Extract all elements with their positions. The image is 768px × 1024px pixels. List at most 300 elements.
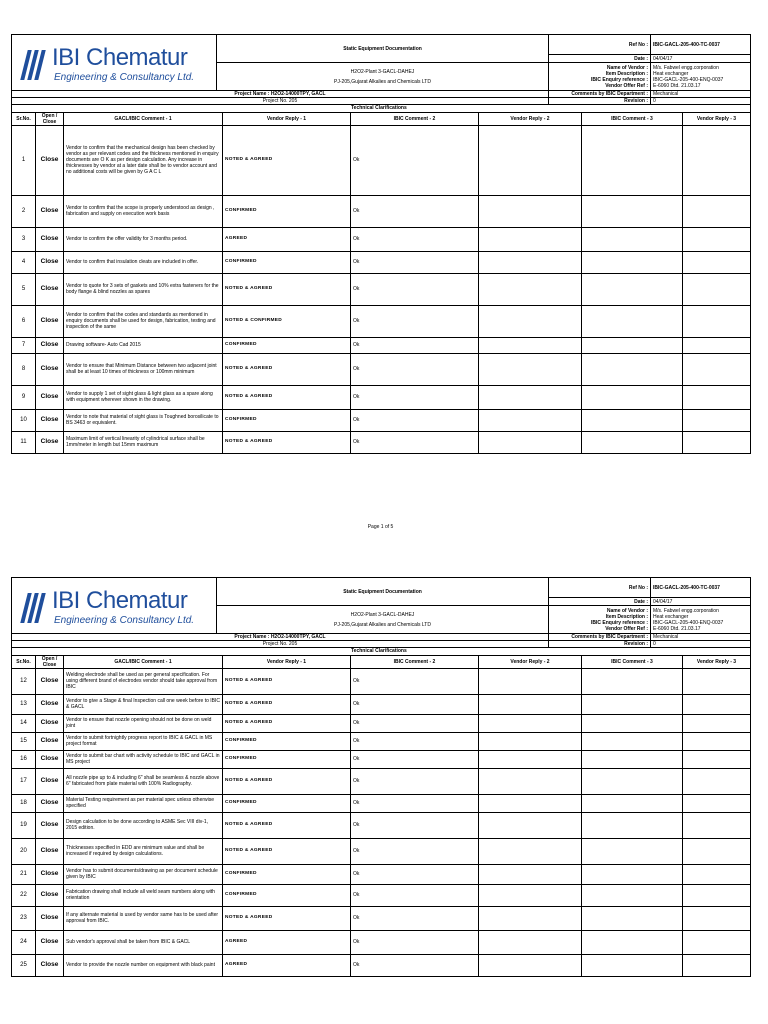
- status-cell: Close: [36, 431, 64, 453]
- ibic-comment-2: Ok: [351, 227, 479, 251]
- meta-value: IBIC-GACL-205-400-ENQ-0037: [653, 619, 724, 626]
- meta-value: E-6060 Dtd. 21.03.17: [653, 82, 701, 89]
- vendor-reply-3: [683, 353, 751, 385]
- row-number: 25: [12, 954, 36, 976]
- ibic-comment-2: Ok: [351, 273, 479, 305]
- table-row: [12, 794, 751, 812]
- row-number: 22: [12, 884, 36, 906]
- status-cell: Close: [36, 732, 64, 750]
- vendor-reply-2: [479, 385, 582, 409]
- meta-value: 04/04/17: [651, 55, 751, 63]
- table-row: [12, 732, 751, 750]
- table-row: [12, 884, 751, 906]
- ibic-comment-3: [582, 768, 683, 794]
- project-lines: [217, 606, 549, 634]
- vendor-reply-1: CONFIRMED: [223, 884, 351, 906]
- project-name: Project Name : H2O2-14000TPY, GACL: [12, 634, 549, 641]
- ibic-comment-2: Ok: [351, 794, 479, 812]
- status-cell: Close: [36, 195, 64, 227]
- ibic-comment-3: [582, 431, 683, 453]
- row-number: 4: [12, 251, 36, 273]
- meta-label: Name of Vendor :: [606, 64, 648, 71]
- table-row: [12, 750, 751, 768]
- vendor-reply-1: NOTED & AGREED: [223, 125, 351, 195]
- vendor-reply-2: [479, 930, 582, 954]
- column-header: Vendor Reply - 1: [223, 655, 351, 668]
- vendor-reply-1: NOTED & AGREED: [223, 385, 351, 409]
- logo-title: IBI Chematur: [52, 43, 188, 71]
- vendor-reply-1: NOTED & AGREED: [223, 273, 351, 305]
- meta-value: 0: [651, 98, 751, 105]
- ibic-comment-1: Vendor to confirm that the scope is properly understood as design , fabrication and supply on execution work basis: [64, 195, 223, 227]
- vendor-reply-2: [479, 714, 582, 732]
- column-header: Vendor Reply - 3: [683, 112, 751, 125]
- clarifications-table: [11, 105, 751, 454]
- ibic-comment-3: [582, 714, 683, 732]
- ibic-comment-3: [582, 305, 683, 337]
- ibic-comment-3: [582, 954, 683, 976]
- ibic-comment-1: Drawing software- Auto Cad 2015: [64, 337, 223, 353]
- ibic-comment-2: Ok: [351, 864, 479, 884]
- column-header: Sr.No.: [12, 655, 36, 668]
- meta-label: Vendor Offer Ref :: [605, 625, 648, 632]
- vendor-reply-3: [683, 305, 751, 337]
- vendor-reply-1: NOTED & AGREED: [223, 431, 351, 453]
- ibic-comment-1: Thicknesses specified in EDD are minimum value and shall be increased if required by design calculations.: [64, 838, 223, 864]
- project-lines: [217, 63, 549, 91]
- ibic-comment-2: Ok: [351, 732, 479, 750]
- ibic-comment-3: [582, 794, 683, 812]
- column-header: Vendor Reply - 2: [479, 112, 582, 125]
- ibic-comment-2: Ok: [351, 930, 479, 954]
- vendor-reply-1: CONFIRMED: [223, 794, 351, 812]
- ibic-comment-1: Vendor to confirm that the mechanical design has been checked by vendor as per relevant codes and the thickness mentioned in enquiry documents are O K as per design calculation. Any increase in thicknesses by vendor at a later date shall be to vendor account and no additional costs will be given by G A C L: [64, 125, 223, 195]
- row-number: 18: [12, 794, 36, 812]
- ibic-comment-1: Welding electrode shall be used as per general specification. For using different brand of electrodes vendor should take approval from IBIC: [64, 668, 223, 694]
- ibic-comment-1: Fabrication drawing shall include all weld seam numbers along with orientation: [64, 884, 223, 906]
- meta-label: Revision :: [549, 98, 651, 105]
- ibic-comment-3: [582, 409, 683, 431]
- vendor-reply-2: [479, 794, 582, 812]
- row-number: 7: [12, 337, 36, 353]
- meta-label: Date :: [549, 598, 651, 606]
- vendor-reply-3: [683, 954, 751, 976]
- meta-value: IBIC-GACL-205-400-TC-0037: [651, 35, 751, 55]
- table-row: [12, 431, 751, 453]
- ibic-comment-1: Vendor to ensure that Minimum Distance between two adjacent joint shall be at least 10 times of thickness or 100mm minimum: [64, 353, 223, 385]
- vendor-reply-2: [479, 273, 582, 305]
- vendor-reply-3: [683, 750, 751, 768]
- ibic-comment-2: Ok: [351, 668, 479, 694]
- status-cell: Close: [36, 353, 64, 385]
- vendor-reply-1: AGREED: [223, 227, 351, 251]
- column-header: Open / Close: [36, 112, 64, 125]
- status-cell: Close: [36, 273, 64, 305]
- ibic-comment-3: [582, 864, 683, 884]
- ibic-comment-2: Ok: [351, 838, 479, 864]
- logo-subtitle: Engineering & Consultancy Ltd.: [54, 614, 195, 626]
- vendor-reply-3: [683, 195, 751, 227]
- vendor-reply-1: NOTED & AGREED: [223, 838, 351, 864]
- status-cell: Close: [36, 884, 64, 906]
- vendor-reply-2: [479, 954, 582, 976]
- vendor-reply-3: [683, 732, 751, 750]
- table-row: [12, 227, 751, 251]
- clarifications-table: [11, 648, 751, 977]
- status-cell: Close: [36, 812, 64, 838]
- vendor-reply-2: [479, 337, 582, 353]
- ibic-comment-3: [582, 227, 683, 251]
- ibic-comment-1: Maximum limit of vertical linearity of cylindrical surface shall be 1mm/meter in length but 15mm maximum: [64, 431, 223, 453]
- table-row: [12, 906, 751, 930]
- row-number: 14: [12, 714, 36, 732]
- meta-values: [651, 606, 751, 634]
- meta-value: M/s. Fabwel engg.corporation: [653, 64, 719, 71]
- row-number: 3: [12, 227, 36, 251]
- meta-label: IBIC Enquiry reference :: [591, 76, 648, 83]
- meta-value: Heat exchanger: [653, 70, 689, 77]
- ibic-comment-2: Ok: [351, 251, 479, 273]
- meta-value: IBIC-GACL-205-400-ENQ-0037: [653, 76, 724, 83]
- vendor-reply-1: NOTED & AGREED: [223, 668, 351, 694]
- status-cell: Close: [36, 930, 64, 954]
- status-cell: Close: [36, 385, 64, 409]
- column-header: Sr.No.: [12, 112, 36, 125]
- table-row: [12, 125, 751, 195]
- status-cell: Close: [36, 251, 64, 273]
- table-row: [12, 251, 751, 273]
- ibic-comment-2: Ok: [351, 353, 479, 385]
- meta-value: M/s. Fabwel engg.corporation: [653, 607, 719, 614]
- vendor-reply-1: NOTED & AGREED: [223, 906, 351, 930]
- row-number: 15: [12, 732, 36, 750]
- logo-subtitle: Engineering & Consultancy Ltd.: [54, 71, 195, 83]
- meta-label: Vendor Offer Ref :: [605, 82, 648, 89]
- vendor-reply-3: [683, 337, 751, 353]
- project-line-2: PJ-205,Gujarat Alkalies and Chemicals LTD: [334, 621, 431, 628]
- ibic-comment-3: [582, 125, 683, 195]
- meta-value: Mechanical: [651, 91, 751, 98]
- row-number: 12: [12, 668, 36, 694]
- vendor-reply-1: CONFIRMED: [223, 732, 351, 750]
- ibic-comment-1: Vendor has to submit documents/drawing as per document schedule given by IBIC: [64, 864, 223, 884]
- ibic-comment-2: Ok: [351, 409, 479, 431]
- section-title: Technical Clarifications: [12, 648, 751, 655]
- ibic-comment-1: Design calculation to be done according to ASME Sec VIII div-1, 2015 edition.: [64, 812, 223, 838]
- vendor-reply-3: [683, 251, 751, 273]
- status-cell: Close: [36, 668, 64, 694]
- row-number: 2: [12, 195, 36, 227]
- ibic-comment-2: Ok: [351, 954, 479, 976]
- ibic-comment-3: [582, 251, 683, 273]
- status-cell: Close: [36, 227, 64, 251]
- vendor-reply-2: [479, 906, 582, 930]
- row-number: 11: [12, 431, 36, 453]
- row-number: 8: [12, 353, 36, 385]
- ibic-comment-1: Vendor to confirm that the codes and standards as mentioned in enquiry documents shall be used for design, fabrication, testing and inspection of the same: [64, 305, 223, 337]
- ibic-comment-2: Ok: [351, 768, 479, 794]
- column-header: IBIC Comment - 2: [351, 112, 479, 125]
- vendor-reply-3: [683, 864, 751, 884]
- table-row: [12, 838, 751, 864]
- ibic-comment-2: Ok: [351, 812, 479, 838]
- ibic-comment-1: Vendor to note that material of sight glass is Toughned borosilicate to BS 3463 or equivalent.: [64, 409, 223, 431]
- meta-labels: [549, 606, 651, 634]
- ibic-comment-3: [582, 668, 683, 694]
- row-number: 17: [12, 768, 36, 794]
- row-number: 1: [12, 125, 36, 195]
- logo-mark-icon: [20, 593, 50, 623]
- row-number: 16: [12, 750, 36, 768]
- row-number: 10: [12, 409, 36, 431]
- ibic-comment-1: If any alternate material is used by vendor same has to be used after approval from IBIC.: [64, 906, 223, 930]
- row-number: 20: [12, 838, 36, 864]
- meta-label: Comments by IBIC Department :: [549, 634, 651, 641]
- vendor-reply-2: [479, 227, 582, 251]
- vendor-reply-1: NOTED & AGREED: [223, 353, 351, 385]
- ibic-comment-1: Sub vendor's approval shall be taken from IBIC & GACL: [64, 930, 223, 954]
- table-row: [12, 812, 751, 838]
- ibic-comment-1: Vendor to confirm the offer validity for 3 months period.: [64, 227, 223, 251]
- ibic-comment-1: Vendor to ensure that nozzle opening should not be done on weld joint: [64, 714, 223, 732]
- status-cell: Close: [36, 694, 64, 714]
- vendor-reply-1: CONFIRMED: [223, 251, 351, 273]
- table-row: [12, 337, 751, 353]
- vendor-reply-2: [479, 668, 582, 694]
- project-no: Project No. 205: [12, 98, 549, 105]
- table-row: [12, 353, 751, 385]
- table-row: [12, 930, 751, 954]
- ibic-comment-3: [582, 750, 683, 768]
- ibic-comment-1: Vendor to submit fortnightly progress report to IBIC & GACL in MS project format: [64, 732, 223, 750]
- project-name: Project Name : H2O2-14000TPY, GACL: [12, 91, 549, 98]
- vendor-reply-1: NOTED & CONFIRMED: [223, 305, 351, 337]
- table-row: [12, 305, 751, 337]
- ibic-comment-3: [582, 884, 683, 906]
- project-line-1: H2O2-Plant 3-GACL-DAHEJ: [350, 68, 415, 75]
- ibic-comment-1: All nozzle pipe up to & including 6" shall be seamless & nozzle above 6" fabricated from plate material with 100% Radiography.: [64, 768, 223, 794]
- vendor-reply-2: [479, 305, 582, 337]
- column-header: GACL/IBIC Comment - 1: [64, 655, 223, 668]
- row-number: 24: [12, 930, 36, 954]
- row-number: 9: [12, 385, 36, 409]
- vendor-reply-3: [683, 930, 751, 954]
- status-cell: Close: [36, 906, 64, 930]
- table-row: [12, 385, 751, 409]
- vendor-reply-3: [683, 431, 751, 453]
- ibic-comment-3: [582, 694, 683, 714]
- table-row: [12, 195, 751, 227]
- vendor-reply-2: [479, 812, 582, 838]
- ibic-comment-3: [582, 385, 683, 409]
- status-cell: Close: [36, 864, 64, 884]
- logo: [12, 35, 217, 91]
- status-cell: Close: [36, 337, 64, 353]
- vendor-reply-3: [683, 694, 751, 714]
- meta-values: [651, 63, 751, 91]
- ibic-comment-1: Vendor to submit bar chart with activity schedule to IBIC and GACL in MS project: [64, 750, 223, 768]
- meta-value: Heat exchanger: [653, 613, 689, 620]
- ibic-comment-3: [582, 930, 683, 954]
- row-number: 5: [12, 273, 36, 305]
- vendor-reply-3: [683, 768, 751, 794]
- meta-value: E-6060 Dtd. 21.03.17: [653, 625, 701, 632]
- ibic-comment-3: [582, 353, 683, 385]
- ibic-comment-3: [582, 195, 683, 227]
- status-cell: Close: [36, 768, 64, 794]
- status-cell: Close: [36, 794, 64, 812]
- table-row: [12, 714, 751, 732]
- column-header: Open / Close: [36, 655, 64, 668]
- project-line-1: H2O2-Plant 3-GACL-DAHEJ: [350, 611, 415, 618]
- ibic-comment-1: Vendor to provide the nozzle number on equipment with black paint: [64, 954, 223, 976]
- ibic-comment-3: [582, 812, 683, 838]
- vendor-reply-3: [683, 794, 751, 812]
- ibic-comment-3: [582, 732, 683, 750]
- doc-title: Static Equipment Documentation: [217, 578, 549, 606]
- table-row: [12, 273, 751, 305]
- vendor-reply-2: [479, 864, 582, 884]
- vendor-reply-3: [683, 409, 751, 431]
- vendor-reply-2: [479, 409, 582, 431]
- meta-labels: [549, 63, 651, 91]
- row-number: 21: [12, 864, 36, 884]
- vendor-reply-2: [479, 750, 582, 768]
- vendor-reply-1: CONFIRMED: [223, 864, 351, 884]
- vendor-reply-3: [683, 812, 751, 838]
- table-row: [12, 864, 751, 884]
- ibic-comment-2: Ok: [351, 750, 479, 768]
- vendor-reply-2: [479, 251, 582, 273]
- vendor-reply-1: NOTED & AGREED: [223, 768, 351, 794]
- vendor-reply-1: NOTED & AGREED: [223, 812, 351, 838]
- header-table: [11, 577, 751, 648]
- ibic-comment-2: Ok: [351, 431, 479, 453]
- project-line-2: PJ-205,Gujarat Alkalies and Chemicals LTD: [334, 78, 431, 85]
- meta-label: Ref No :: [549, 578, 651, 598]
- ibic-comment-1: Vendor to confirm that insulation cleats are included in offer.: [64, 251, 223, 273]
- vendor-reply-1: AGREED: [223, 930, 351, 954]
- ibic-comment-3: [582, 838, 683, 864]
- meta-label: IBIC Enquiry reference :: [591, 619, 648, 626]
- ibic-comment-2: Ok: [351, 385, 479, 409]
- vendor-reply-3: [683, 714, 751, 732]
- logo-title: IBI Chematur: [52, 586, 188, 614]
- ibic-comment-1: Material Testing requirement as per material spec unless otherwise specified: [64, 794, 223, 812]
- column-header: IBIC Comment - 2: [351, 655, 479, 668]
- vendor-reply-1: CONFIRMED: [223, 750, 351, 768]
- ibic-comment-3: [582, 906, 683, 930]
- vendor-reply-3: [683, 906, 751, 930]
- ibic-comment-2: Ok: [351, 906, 479, 930]
- meta-label: Ref No :: [549, 35, 651, 55]
- meta-label: Revision :: [549, 641, 651, 648]
- ibic-comment-1: Vendor to supply 1 set of sight glass & light glass as a spare along with equipment wherever shown in the drawing.: [64, 385, 223, 409]
- ibic-comment-1: Vendor to quote for 3 sets of gaskets and 10% extra fasteners for the body flange & blind nozzles as spares: [64, 273, 223, 305]
- header-table: [11, 34, 751, 105]
- meta-label: Item Description :: [605, 70, 648, 77]
- ibic-comment-2: Ok: [351, 305, 479, 337]
- document-page-1: [11, 34, 750, 530]
- vendor-reply-2: [479, 732, 582, 750]
- vendor-reply-2: [479, 884, 582, 906]
- row-number: 13: [12, 694, 36, 714]
- meta-label: Item Description :: [605, 613, 648, 620]
- column-header: Vendor Reply - 2: [479, 655, 582, 668]
- column-header: Vendor Reply - 1: [223, 112, 351, 125]
- meta-label: Comments by IBIC Department :: [549, 91, 651, 98]
- status-cell: Close: [36, 125, 64, 195]
- vendor-reply-2: [479, 694, 582, 714]
- status-cell: Close: [36, 305, 64, 337]
- meta-label: Name of Vendor :: [606, 607, 648, 614]
- vendor-reply-3: [683, 273, 751, 305]
- page-footer: Page 1 of 5: [367, 524, 394, 530]
- meta-value: Mechanical: [651, 634, 751, 641]
- column-header: GACL/IBIC Comment - 1: [64, 112, 223, 125]
- vendor-reply-1: NOTED & AGREED: [223, 714, 351, 732]
- vendor-reply-2: [479, 431, 582, 453]
- meta-value: IBIC-GACL-205-400-TC-0037: [651, 578, 751, 598]
- ibic-comment-2: Ok: [351, 195, 479, 227]
- vendor-reply-2: [479, 838, 582, 864]
- ibic-comment-3: [582, 273, 683, 305]
- table-row: [12, 409, 751, 431]
- ibic-comment-3: [582, 337, 683, 353]
- doc-title: Static Equipment Documentation: [217, 35, 549, 63]
- vendor-reply-3: [683, 125, 751, 195]
- status-cell: Close: [36, 714, 64, 732]
- vendor-reply-1: CONFIRMED: [223, 337, 351, 353]
- row-number: 23: [12, 906, 36, 930]
- row-number: 19: [12, 812, 36, 838]
- status-cell: Close: [36, 750, 64, 768]
- meta-value: 04/04/17: [651, 598, 751, 606]
- ibic-comment-2: Ok: [351, 884, 479, 906]
- vendor-reply-2: [479, 353, 582, 385]
- ibic-comment-2: Ok: [351, 714, 479, 732]
- column-header: IBIC Comment - 3: [582, 112, 683, 125]
- status-cell: Close: [36, 409, 64, 431]
- ibic-comment-1: Vendor to give a Stage & final Inspection call one week before to IBIC & GACL: [64, 694, 223, 714]
- table-row: [12, 668, 751, 694]
- vendor-reply-2: [479, 195, 582, 227]
- status-cell: Close: [36, 954, 64, 976]
- meta-value: 0: [651, 641, 751, 648]
- section-title: Technical Clarifications: [12, 105, 751, 112]
- vendor-reply-1: NOTED & AGREED: [223, 694, 351, 714]
- column-header: Vendor Reply - 3: [683, 655, 751, 668]
- document-page-2: [11, 577, 750, 977]
- logo: [12, 578, 217, 634]
- vendor-reply-3: [683, 385, 751, 409]
- ibic-comment-2: Ok: [351, 694, 479, 714]
- project-no: Project No. 205: [12, 641, 549, 648]
- table-row: [12, 694, 751, 714]
- vendor-reply-1: AGREED: [223, 954, 351, 976]
- vendor-reply-2: [479, 125, 582, 195]
- ibic-comment-2: Ok: [351, 125, 479, 195]
- vendor-reply-1: CONFIRMED: [223, 409, 351, 431]
- vendor-reply-3: [683, 668, 751, 694]
- column-header: IBIC Comment - 3: [582, 655, 683, 668]
- vendor-reply-1: CONFIRMED: [223, 195, 351, 227]
- vendor-reply-3: [683, 884, 751, 906]
- vendor-reply-2: [479, 768, 582, 794]
- table-row: [12, 768, 751, 794]
- vendor-reply-3: [683, 838, 751, 864]
- row-number: 6: [12, 305, 36, 337]
